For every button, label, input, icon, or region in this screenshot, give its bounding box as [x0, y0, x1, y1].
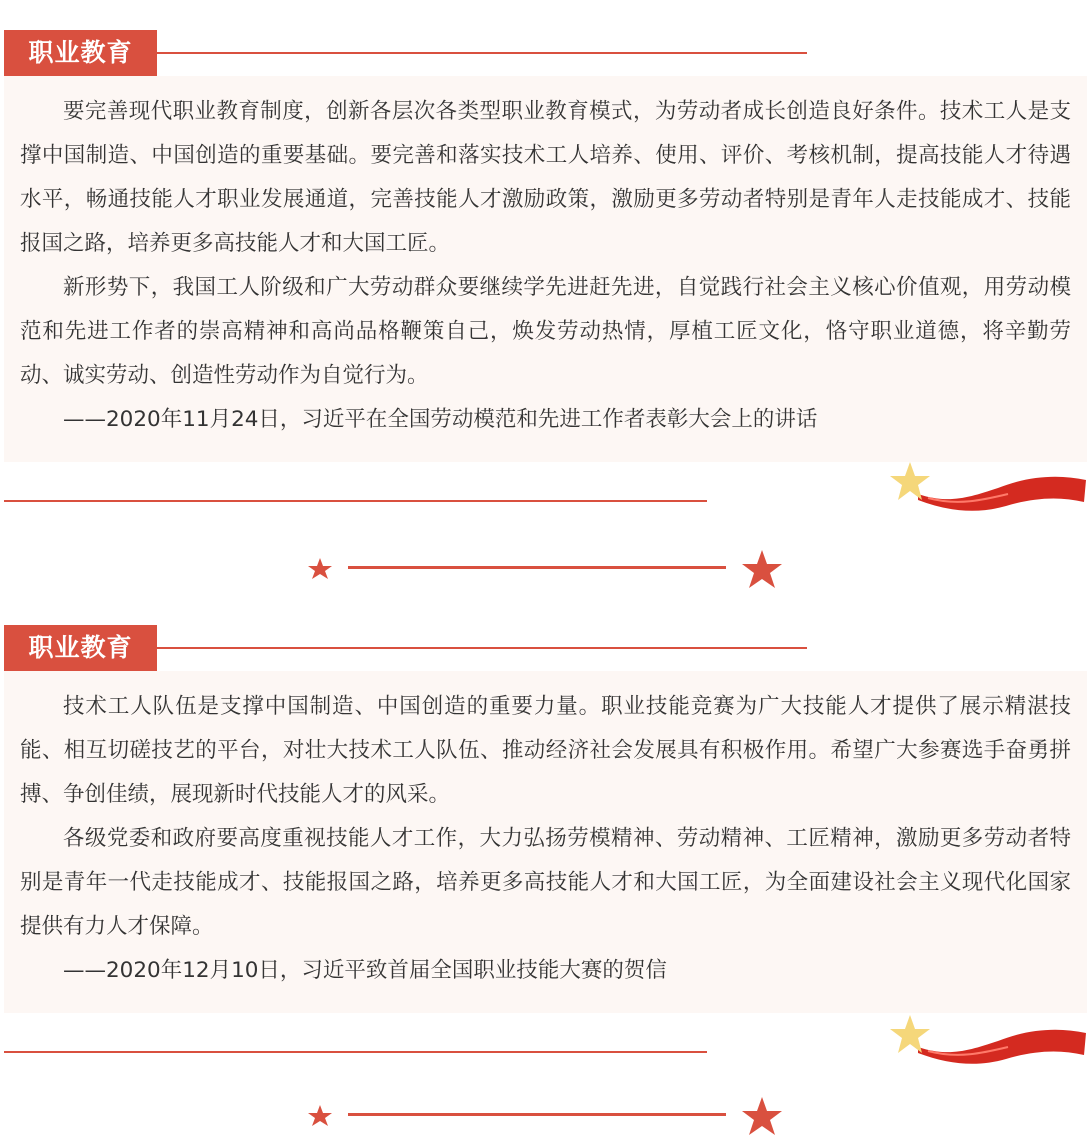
star-divider — [300, 1093, 790, 1139]
tag-line — [157, 647, 807, 649]
paragraph: 技术工人队伍是支撑中国制造、中国创造的重要力量。职业技能竞赛为广大技能人才提供了展示精湛技能、相互切磋技艺的平台，对壮大技术工人队伍、推动经济社会发展具有积极作用。希望广大参赛选手奋勇拼搏、争创佳绩，展现新时代技能人才的风采。 — [20, 694, 1071, 807]
section-tag: 职业教育 — [4, 625, 157, 671]
section-tag: 职业教育 — [4, 30, 157, 76]
ribbon-icon — [888, 460, 1088, 516]
star-icon — [890, 1015, 930, 1053]
paragraph: 新形势下，我国工人阶级和广大劳动群众要继续学先进赶先进，自觉践行社会主义核心价值观，用劳动模范和先进工作者的崇高精神和高尚品格鞭策自己，焕发劳动热情，厚植工匠文化，恪守职业道德，将辛勤劳动、诚实劳动、创造性劳动作为自觉行为。 — [20, 275, 1071, 388]
bottom-line — [4, 500, 707, 502]
paragraph: 各级党委和政府要高度重视技能人才工作，大力弘扬劳模精神、劳动精神、工匠精神，激励更多劳动者特别是青年一代走技能成才、技能报国之路，培养更多高技能人才和大国工匠，为全面建设社会主义现代化国家提供有力人才保障。 — [20, 826, 1071, 939]
paragraph: 要完善现代职业教育制度，创新各层次各类型职业教育模式，为劳动者成长创造良好条件。技术工人是支撑中国制造、中国创造的重要基础。要完善和落实技术工人培养、使用、评价、考核机制，提高技能人才待遇水平，畅通技能人才职业发展通道，完善技能人才激励政策，激励更多劳动者特别是青年人走技能成才、技能报国之路，培养更多高技能人才和大国工匠。 — [20, 99, 1071, 256]
star-icon — [308, 1105, 332, 1126]
quote-source: ——2020年11月24日，习近平在全国劳动模范和先进工作者表彰大会上的讲话 — [63, 407, 818, 432]
quote-card — [4, 76, 1087, 462]
star-icon — [890, 462, 930, 500]
bottom-line — [4, 1051, 707, 1053]
tag-line — [157, 52, 807, 54]
quote-card — [4, 671, 1087, 1013]
star-icon — [742, 1097, 782, 1135]
ribbon-icon — [888, 1013, 1088, 1069]
star-icon — [308, 558, 332, 579]
star-icon — [742, 550, 782, 588]
quote-source: ——2020年12月10日，习近平致首届全国职业技能大赛的贺信 — [63, 958, 667, 983]
star-divider — [300, 546, 790, 592]
